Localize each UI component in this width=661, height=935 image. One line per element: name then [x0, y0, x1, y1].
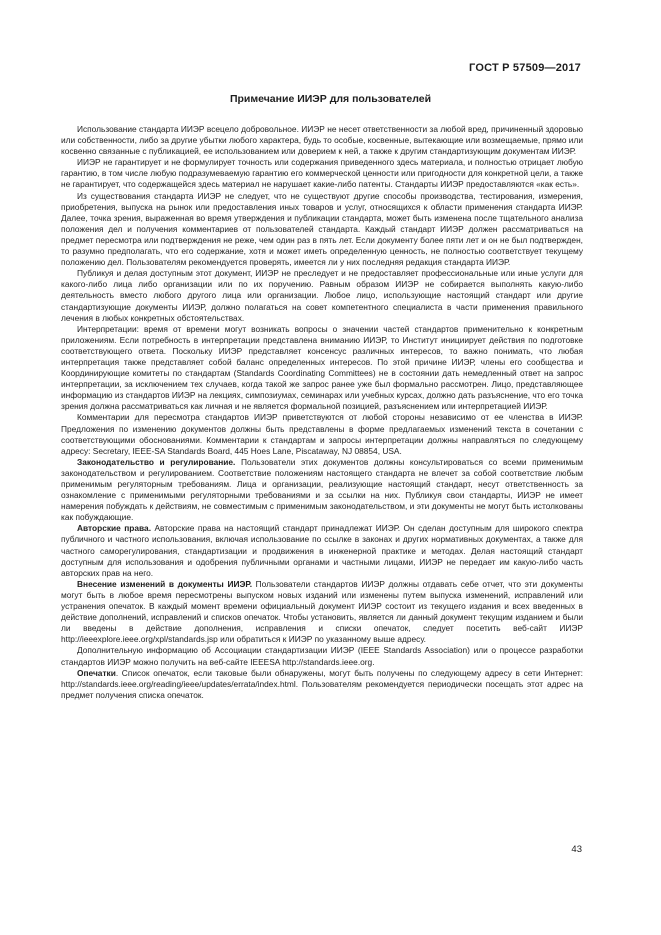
- paragraph: Дополнительную информацию об Ассоциации стандартизации ИИЭР (IEEE Standards Association) или о процессе разработки стандартов ИИЭР можно получить на веб-сайте IEEESA http://standards.ieee.org.: [61, 645, 583, 667]
- page-title: Примечание ИИЭР для пользователей: [229, 93, 432, 105]
- body-text: [61, 124, 583, 701]
- paragraph: Публикуя и делая доступным этот документ, ИИЭР не преследует и не предоставляет профессиональные или иные услуги для какого-либо лица либо организации или по их поручению. Равным образом ИИЭР не собирается выполнять какую-либо деятельность вместо любого другого лица или организации. Любое лицо, использующие настоящий стандарт или другие стандартизующие документы ИИЭР, должно полагаться на совет компетентного специалиста в части применения правильного лечения в любых конкретных обстоятельствах.: [61, 268, 583, 323]
- paragraph-amendments: Внесение изменений в документы ИИЭР. Пользователи стандартов ИИЭР должны отдавать себе отчет, что эти документы могут быть в любое время пересмотрены выпуском новых изданий или изменены путем выпуска изменений, исправлений или устранения опечаток. В каждый момент времени официальный документ ИИЭР состоит из текущего издания и всех введенных в действие дополнений, исправлений и списков опечаток. Чтобы установить, является ли данный документ текущим изданием и были ли введены в действие дополнения, исправления и списки опечаток, следует посетить веб-сайт ИИЭР http://ieeexplore.ieee.org/xpl/standards.jsp или обратиться к ИИЭР по указанному выше адресу.: [61, 578, 583, 645]
- paragraph-lead: Авторские права.: [77, 523, 152, 534]
- paragraph-errata: Опечатки. Список опечаток, если таковые были обнаружены, могут быть получены по следующему адресу в сети Интернет: http://standards.ieee.org/reading/ieee/updates/errata/index.html. Пользователям рекомендуется периодически посещать этот адрес на предмет получения списка опечаток.: [61, 667, 583, 700]
- paragraph-copyright: Авторские права. Авторские права на настоящий стандарт принадлежат ИИЭР. Он сделан доступным для широкого спектра публичного и частного использования, включая использование по ссылке в законах и других нормативных документах, а также для частного саморегулирования, стандартизации и продвижения в инженерной практике и методах. Делая настоящий стандарт доступным для использования и одобрения публичными органами и частными лицами, ИИЭР не передает им какую-либо часть авторских прав на него.: [61, 523, 583, 578]
- paragraph: Использование стандарта ИИЭР всецело добровольное. ИИЭР не несет ответственности за любой вред, причиненный здоровью или собственности, либо за другие убытки любого характера, будь то особые, косвенные, вытекающие или возмещаемые, прямо или косвенно связанные с публикацией, ее использованием или доверием к ней, а также к другим стандартизующим документам ИИЭР.: [61, 124, 583, 157]
- paragraph: ИИЭР не гарантирует и не формулирует точность или содержания приведенного здесь материала, и полностью отрицает любую гарантию, в том числе любую подразумеваемую гарантию его коммерческой ценности или пригодности для конкретной цели, а также не гарантирует, что содержащейся здесь материал не нарушает какие-либо патенты. Стандарты ИИЭР предоставляются «как есть».: [61, 157, 583, 190]
- paragraph-lead: Внесение изменений в документы ИИЭР.: [77, 578, 253, 589]
- paragraph: Интерпретации: время от времени могут возникать вопросы о значении частей стандартов применительно к конкретным приложениям. Если потребность в интерпретации представлена вниманию ИИЭР, то Институт инициирует действия по подготовке соответствующего ответа. Поскольку ИИЭР представляет консенсус различных интересов, то важно понимать, что любая интерпретация также представляет собой баланс определенных интересов. По этой причине ИИЭР, члены его сообщества и Координирующие комитеты по стандартам (Standards Coordinating Committees) не в состоянии дать немедленный ответ на запрос интерпретации, за исключением тех случаев, когда такой же запрос ранее уже был формально рассмотрен. Лицо, представляющее информацию из стандартов ИИЭР на лекциях, симпозиумах, семинарах или учебных курсах, должно дать разъяснение, что его точка зрения должна рассматриваться как личная и не является формальной позицией, разъяснением или интерпретацией ИИЭР.: [61, 323, 583, 412]
- paragraph: Комментарии для пересмотра стандартов ИИЭР приветствуются от любой стороны независимо от ее членства в ИИЭР. Предложения по изменению документов должны быть представлены в форме предлагаемых изменений текста в сочетании с соответствующими обоснованиями. Комментарии к стандартам и запросы интерпретации должны направляться по следующему адресу: Secretary, IEEE-SA Standards Board, 445 Hoes Lane, Piscataway, NJ 08854, USA.: [61, 412, 583, 456]
- standard-code: ГОСТ Р 57509—2017: [469, 62, 581, 74]
- paragraph-lead: Законодательство и регулирование.: [77, 456, 236, 467]
- paragraph: Из существования стандарта ИИЭР не следует, что не существуют другие способы производства, тестирования, измерения, приобретения, выпуска на рынок или предоставления иных товаров и услуг, относящихся к области применения стандарта ИИЭР. Далее, точка зрения, выраженная во время утверждения и публикации стандарта, может быть изменена после тщательного анализа положения дел и получения комментариев от пользователей стандарта. Каждый стандарт ИИЭР должен рассматриваться на предмет пересмотра или подтверждения не реже, чем один раз в пять лет. Если документу более пяти лет и он не был подтвержден, то разумно предполагать, что его содержание, хотя и может иметь определенную ценность, не полностью соответствует текущему положению дел. Пользователям рекомендуется проверять, имеется ли у них последняя редакция стандарта ИИЭР.: [61, 190, 583, 268]
- page-number: 43: [571, 844, 582, 855]
- paragraph-lead: Опечатки: [77, 667, 116, 678]
- paragraph-legislation: Законодательство и регулирование. Пользователи этих документов должны консультироваться со всеми применимым законодательством и регулированием. Соответствие положениям настоящего стандарта не влечет за собой соответствие любым применимым регуляторным требованиям. Лица и организации, реализующие настоящий стандарт, несут ответственность за ознакомление с применимыми регуляторными требованиями и за ссылки на них. Публикуя свои стандарты, ИИЭР не имеет намерения побуждать к действиям, не совместимым с применимым законодательством, и эти документы не могут быть истолкованы как побуждающие.: [61, 456, 584, 523]
